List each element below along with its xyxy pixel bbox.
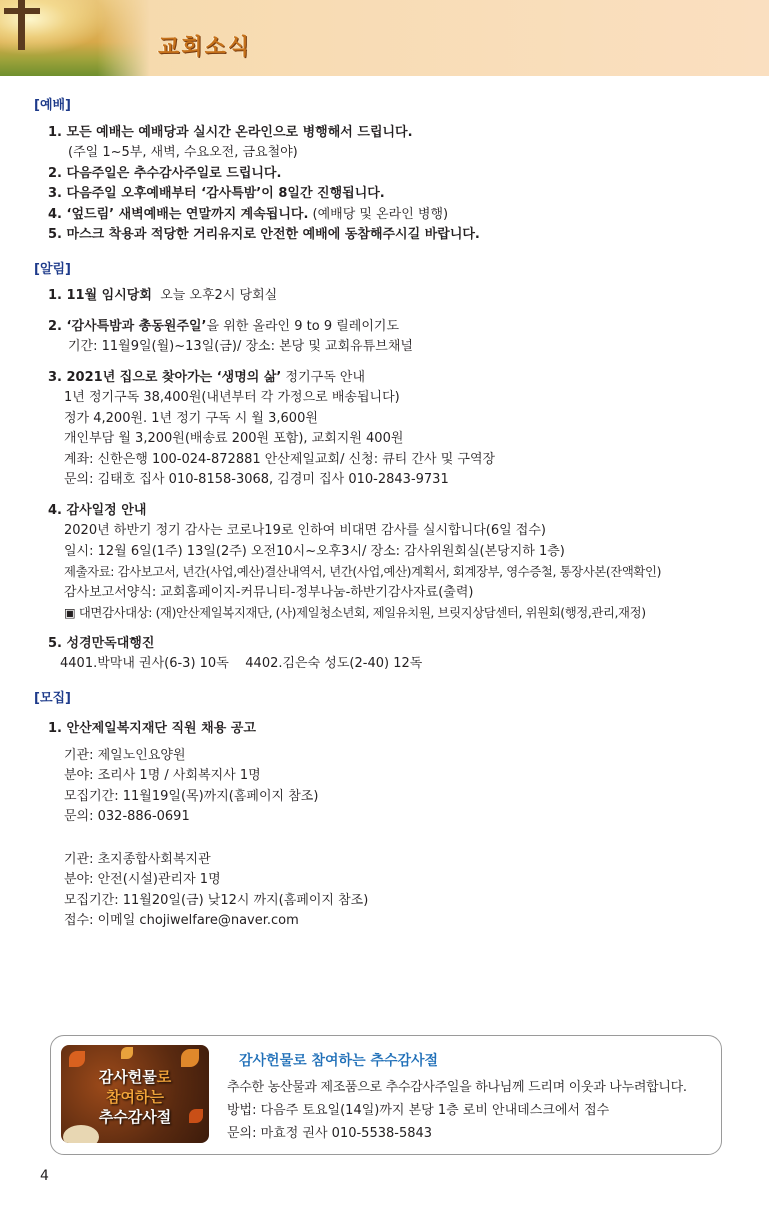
worship-heading: [예배] — [34, 98, 71, 113]
promo-line: 방법: 다음주 토요일(14일)까지 본당 1층 로비 안내데스크에서 접수 — [227, 1103, 610, 1118]
recruit-heading: [모집] — [34, 690, 71, 706]
notice-item-1-main: 1. 11월 임시당회 — [48, 288, 152, 303]
worship-item-3: 3. 다음주일 오후예배부터 ‘감사특밤’이 8일간 진행됩니다. — [48, 186, 385, 201]
recruit-line: 접수: 이메일 chojiwelfare@naver.com — [64, 913, 299, 928]
page-header — [0, 0, 769, 76]
page-title: 교회소식 — [158, 35, 252, 60]
worship-item-4-main: 4. ‘엎드림’ 새벽예배는 연말까지 계속됩니다. — [48, 206, 309, 222]
notice-item-5: 5. 성경만독대행진 — [48, 635, 155, 651]
recruit-line: 분야: 안전(시설)관리자 1명 — [64, 872, 221, 887]
promo-text-line2: 참여하는 — [106, 1088, 164, 1106]
notice-item-4: 4. 감사일정 안내 — [48, 502, 147, 518]
worship-item-1-sub: (주일 1~5부, 새벽, 수요오전, 금요철야) — [68, 145, 298, 160]
recruit-line: 문의: 032-886-0691 — [64, 809, 190, 824]
notice-heading: [알림] — [34, 261, 71, 277]
notice-item-2-main: 2. ‘감사특밤과 총동원주일’ — [48, 318, 207, 334]
notice-item-3-line: 정가 4,200원. 1년 정기 구독 시 월 3,600원 — [64, 410, 318, 426]
notice-item-3-line: 개인부담 월 3,200원(배송료 200원 포함), 교회지원 400원 — [64, 431, 404, 446]
recruit-line: 분야: 조리사 1명 / 사회복지사 1명 — [64, 768, 261, 783]
promo-box — [50, 1035, 722, 1155]
recruit-line: 기관: 초지종합사회복지관 — [64, 851, 211, 867]
recruit-line: 기관: 제일노인요양원 — [64, 747, 186, 763]
recruit-line: 모집기간: 11월19일(목)까지(홈페이지 참조) — [64, 788, 319, 804]
notice-item-5-line: 4401.박막내 권사(6-3) 10독 4402.김은숙 성도(2-40) 12독 — [60, 656, 423, 671]
pumpkin-icon — [63, 1125, 99, 1143]
notice-item-4-line: ▣ 대면감사대상: (재)안산제일복지재단, (사)제일청소년회, 제일유치원, 브릿지상담센터, 위원회(행정,관리,재정) — [64, 605, 646, 620]
worship-item-4 — [34, 205, 754, 226]
notice-item-2-sub: 기간: 11월9일(월)~13일(금)/ 장소: 본당 및 교회유튜브채널 — [68, 339, 413, 354]
leaf-icon — [121, 1047, 133, 1059]
promo-line: 문의: 마효정 권사 010-5538-5843 — [227, 1126, 433, 1141]
notice-item-3-line: 계좌: 신한은행 100-024-872881 안산제일교회/ 신청: 큐티 간사 및 구역장 — [64, 451, 496, 467]
header-photo — [0, 0, 150, 76]
worship-item-4-tail: (예배당 및 온라인 병행) — [312, 206, 449, 222]
notice-item-4-line: 2020년 하반기 정기 감사는 코로나19로 인하여 비대면 감사를 실시합니다(6일 접수) — [64, 523, 546, 538]
notice-item-3-rest: 정기구독 안내 — [285, 369, 365, 385]
promo-text-line1b: 로 — [156, 1068, 172, 1086]
notice-item-4-line: 일시: 12월 6일(1주) 13일(2주) 오전10시~오후3시/ 장소: 감사위원회실(본당지하 1층) — [64, 543, 565, 559]
page-number: 4 — [40, 1168, 49, 1184]
notice-item-3-main: 3. 2021년 집으로 찾아가는 ‘생명의 삶’ — [48, 369, 282, 385]
notice-item-3-line: 문의: 김태호 집사 010-8158-3068, 김경미 집사 010-2843-9731 — [64, 472, 449, 487]
leaf-icon — [181, 1049, 199, 1067]
notice-item-1-rest: 오늘 오후2시 당회실 — [160, 288, 278, 303]
notice-item-3-line: 1년 정기구독 38,400원(내년부터 각 가정으로 배송됩니다) — [64, 390, 400, 405]
notice-item-1 — [34, 286, 754, 307]
notice-item-2-rest: 을 위한 올라인 9 to 9 릴레이기도 — [206, 318, 400, 334]
worship-item-5: 5. 마스크 착용과 적당한 거리유지로 안전한 예배에 동참해주시길 바랍니다. — [48, 227, 480, 242]
notice-item-4-line: 제출자료: 감사보고서, 년간(사업,예산)결산내역서, 년간(사업,예산)계획서, 회계장부, 영수증철, 통장사본(잔액확인) — [64, 564, 662, 579]
cross-bar — [4, 8, 40, 14]
promo-title: 감사헌물로 참여하는 추수감사절 — [239, 1053, 439, 1069]
promo-text-line1a: 감사헌물 — [98, 1068, 157, 1086]
worship-item-2: 2. 다음주일은 추수감사주일로 드립니다. — [48, 165, 282, 181]
recruit-item-1: 1. 안산제일복지재단 직원 채용 공고 — [48, 721, 256, 736]
promo-text-line3: 추수감사절 — [98, 1108, 172, 1126]
worship-item-1: 1. 모든 예배는 예배당과 실시간 온라인으로 병행해서 드립니다. — [48, 124, 413, 140]
notice-item-2 — [34, 317, 754, 338]
main-content — [34, 96, 754, 932]
leaf-icon — [69, 1051, 85, 1067]
notice-item-4-line: 감사보고서양식: 교회홈페이지-커뮤니티-정부나눔-하반기감사자료(출력) — [64, 584, 474, 600]
recruit-line: 모집기간: 11월20일(금) 낮12시 까지(홈페이지 참조) — [64, 892, 369, 908]
promo-image-text — [61, 1067, 209, 1127]
notice-item-3 — [34, 368, 754, 389]
promo-line: 추수한 농산물과 제조품으로 추수감사주일을 하나님께 드리며 이웃과 나누려합니다. — [227, 1080, 687, 1095]
promo-image — [61, 1045, 209, 1143]
